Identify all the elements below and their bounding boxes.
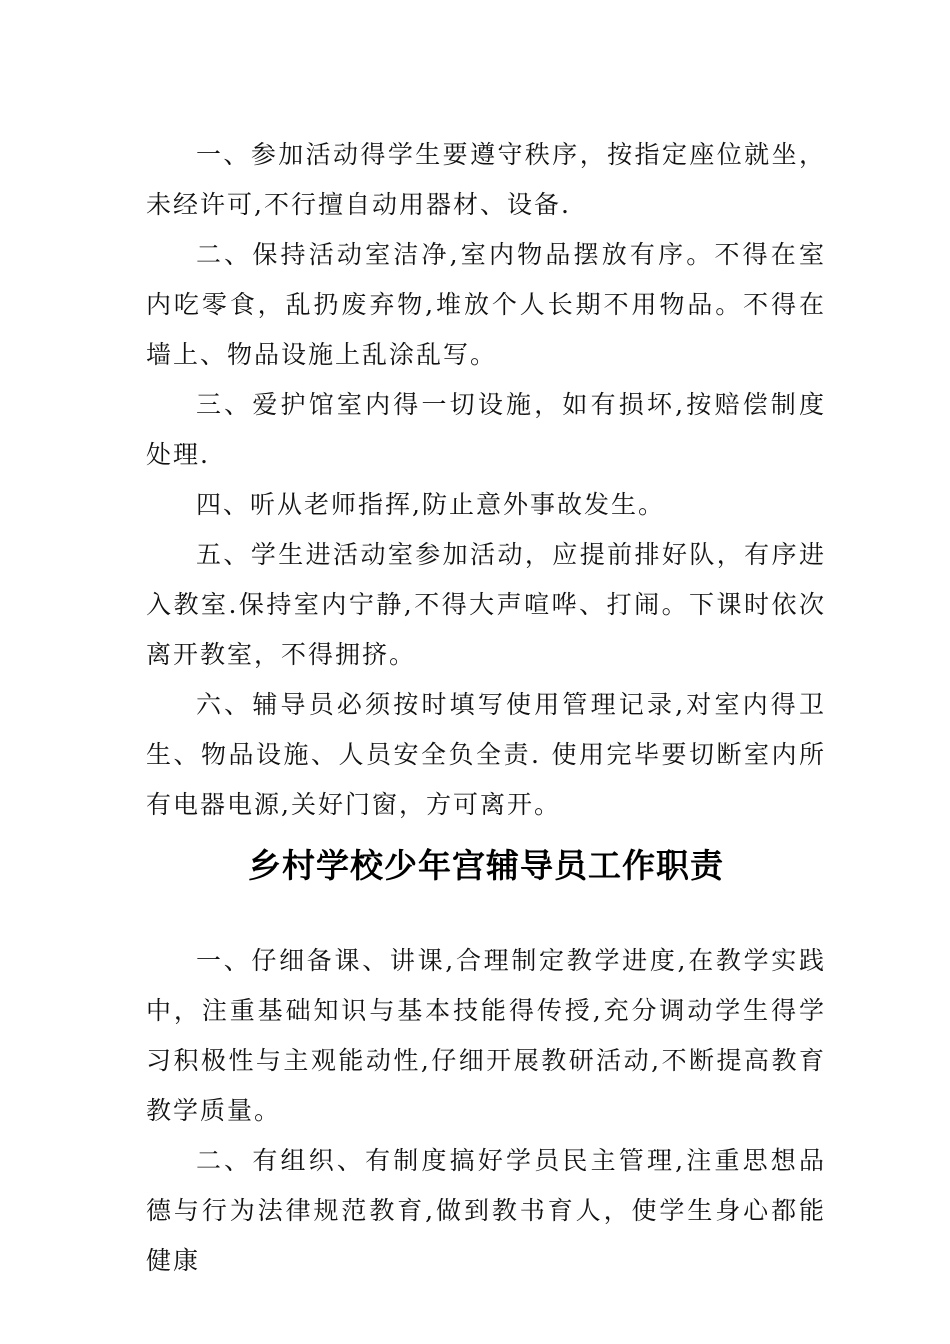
rule-paragraph-2: 二、保持活动室洁净,室内物品摆放有序。不得在室内吃零食，乱扔废弃物,堆放个人长期不用物品。不得在墙上、物品设施上乱涂乱写。 <box>146 240 826 369</box>
section-title: 乡村学校少年宫辅导员工作职责 <box>248 846 724 885</box>
duty-paragraph-1: 一、仔细备课、讲课,合理制定教学进度,在教学实践中，注重基础知识与基本技能得传授,充分调动学生得学习积极性与主观能动性,仔细开展教研活动,不断提高教育教学质量。 <box>146 946 826 1125</box>
document-body <box>146 130 826 1286</box>
rule-paragraph-4: 四、听从老师指挥,防止意外事故发生。 <box>196 490 665 519</box>
duty-paragraph-2: 二、有组织、有制度搞好学员民主管理,注重思想品德与行为法律规范教育,做到教书育人，使学生身心都能健康 <box>146 1146 826 1275</box>
rule-paragraph-5: 五、学生进活动室参加活动，应提前排好队，有序进入教室.保持室内宁静,不得大声喧哗、打闹。下课时依次离开教室，不得拥挤。 <box>146 540 826 669</box>
rule-paragraph-1: 一、参加活动得学生要遵守秩序，按指定座位就坐，未经许可,不行擅自动用器材、设备. <box>146 140 826 219</box>
rule-paragraph-6: 六、辅导员必须按时填写使用管理记录,对室内得卫生、物品设施、人员安全负全责. 使用完毕要切断室内所有电器电源,关好门窗，方可离开。 <box>146 690 826 819</box>
rule-paragraph-3: 三、爱护馆室内得一切设施，如有损坏,按赔偿制度处理. <box>146 390 826 469</box>
